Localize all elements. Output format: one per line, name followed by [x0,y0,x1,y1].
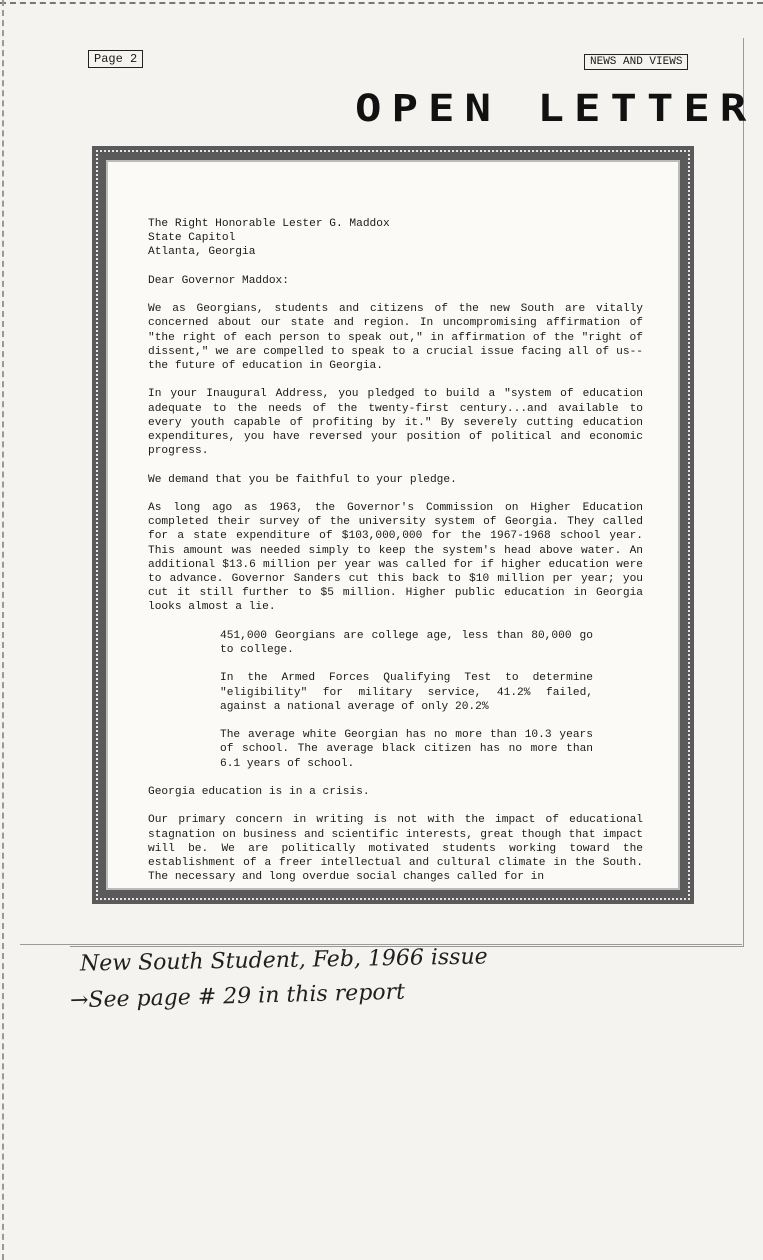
page-left-edge [2,0,4,1260]
letter-paragraph: We as Georgians, students and citizens of the new South are vitally concerned about our state and region. In uncompromising affirmation of "the right of each person to speak out," in affirmation of the "right of dissent," we are compelled to speak to a crucial issue facing all of us--the future of education in Georgia. [148,303,643,372]
letter-paragraph: We demand that you be faithful to your pledge. [148,473,457,486]
page-number-label: Page 2 [88,50,143,68]
closing-paragraph: Our primary concern in writing is not with the impact of educational stagnation on business and scientific interests, great though that impact will be. We are politically motivated students working toward the establishment of a freer intellectual and cultural climate in the South. The necessary and long overdue social changes called for in [148,814,643,884]
address-line: State Capitol [148,232,236,245]
letter-body [148,217,643,899]
salutation: Dear Governor Maddox: [148,274,289,287]
letter-paragraph: As long ago as 1963, the Governor's Commission on Higher Education completed their survey of the university system of Georgia. They called for a state expenditure of $103,000,000 for the 1967-1968 school year. This amount was needed simply to keep the system's head above water. An additional $13.6 million per year was called for if higher education were to advance. Governor Sanders cut this back to $10 million per year; you cut it still further to $5 million. Higher public education in Georgia looks almost a lie. [148,501,643,614]
crisis-statement: Georgia education is in a crisis. [148,785,370,798]
letter-frame [92,146,694,904]
recipient-address [148,217,643,260]
headline: OPEN LETTER [355,86,757,131]
section-label: NEWS AND VIEWS [584,54,688,70]
handwritten-source-note: New South Student, Feb, 1966 issue [79,944,488,977]
page-top-edge [0,2,763,4]
fact-item: In the Armed Forces Qualifying Test to determine "eligibility" for military service, 41.2% failed, against a national average of only 20.2% [220,672,593,713]
address-line: Atlanta, Georgia [148,246,256,259]
handwritten-reference-note: →See page # 29 in this report [69,979,406,1014]
address-line: The Right Honorable Lester G. Maddox [148,218,390,230]
lower-divider [20,944,742,945]
letter-paragraph: In your Inaugural Address, you pledged to build a "system of education adequate to the needs of the twenty-first century...and available to every youth capable of profiting by it." By severely cutting education expenditures, you have reversed your position of political and economic progress. [148,388,643,458]
fact-item: 451,000 Georgians are college age, less than 80,000 go to college. [220,629,593,656]
fact-item: The average white Georgian has no more than 10.3 years of school. The average black citizen has no more than 6.1 years of school. [220,729,593,770]
